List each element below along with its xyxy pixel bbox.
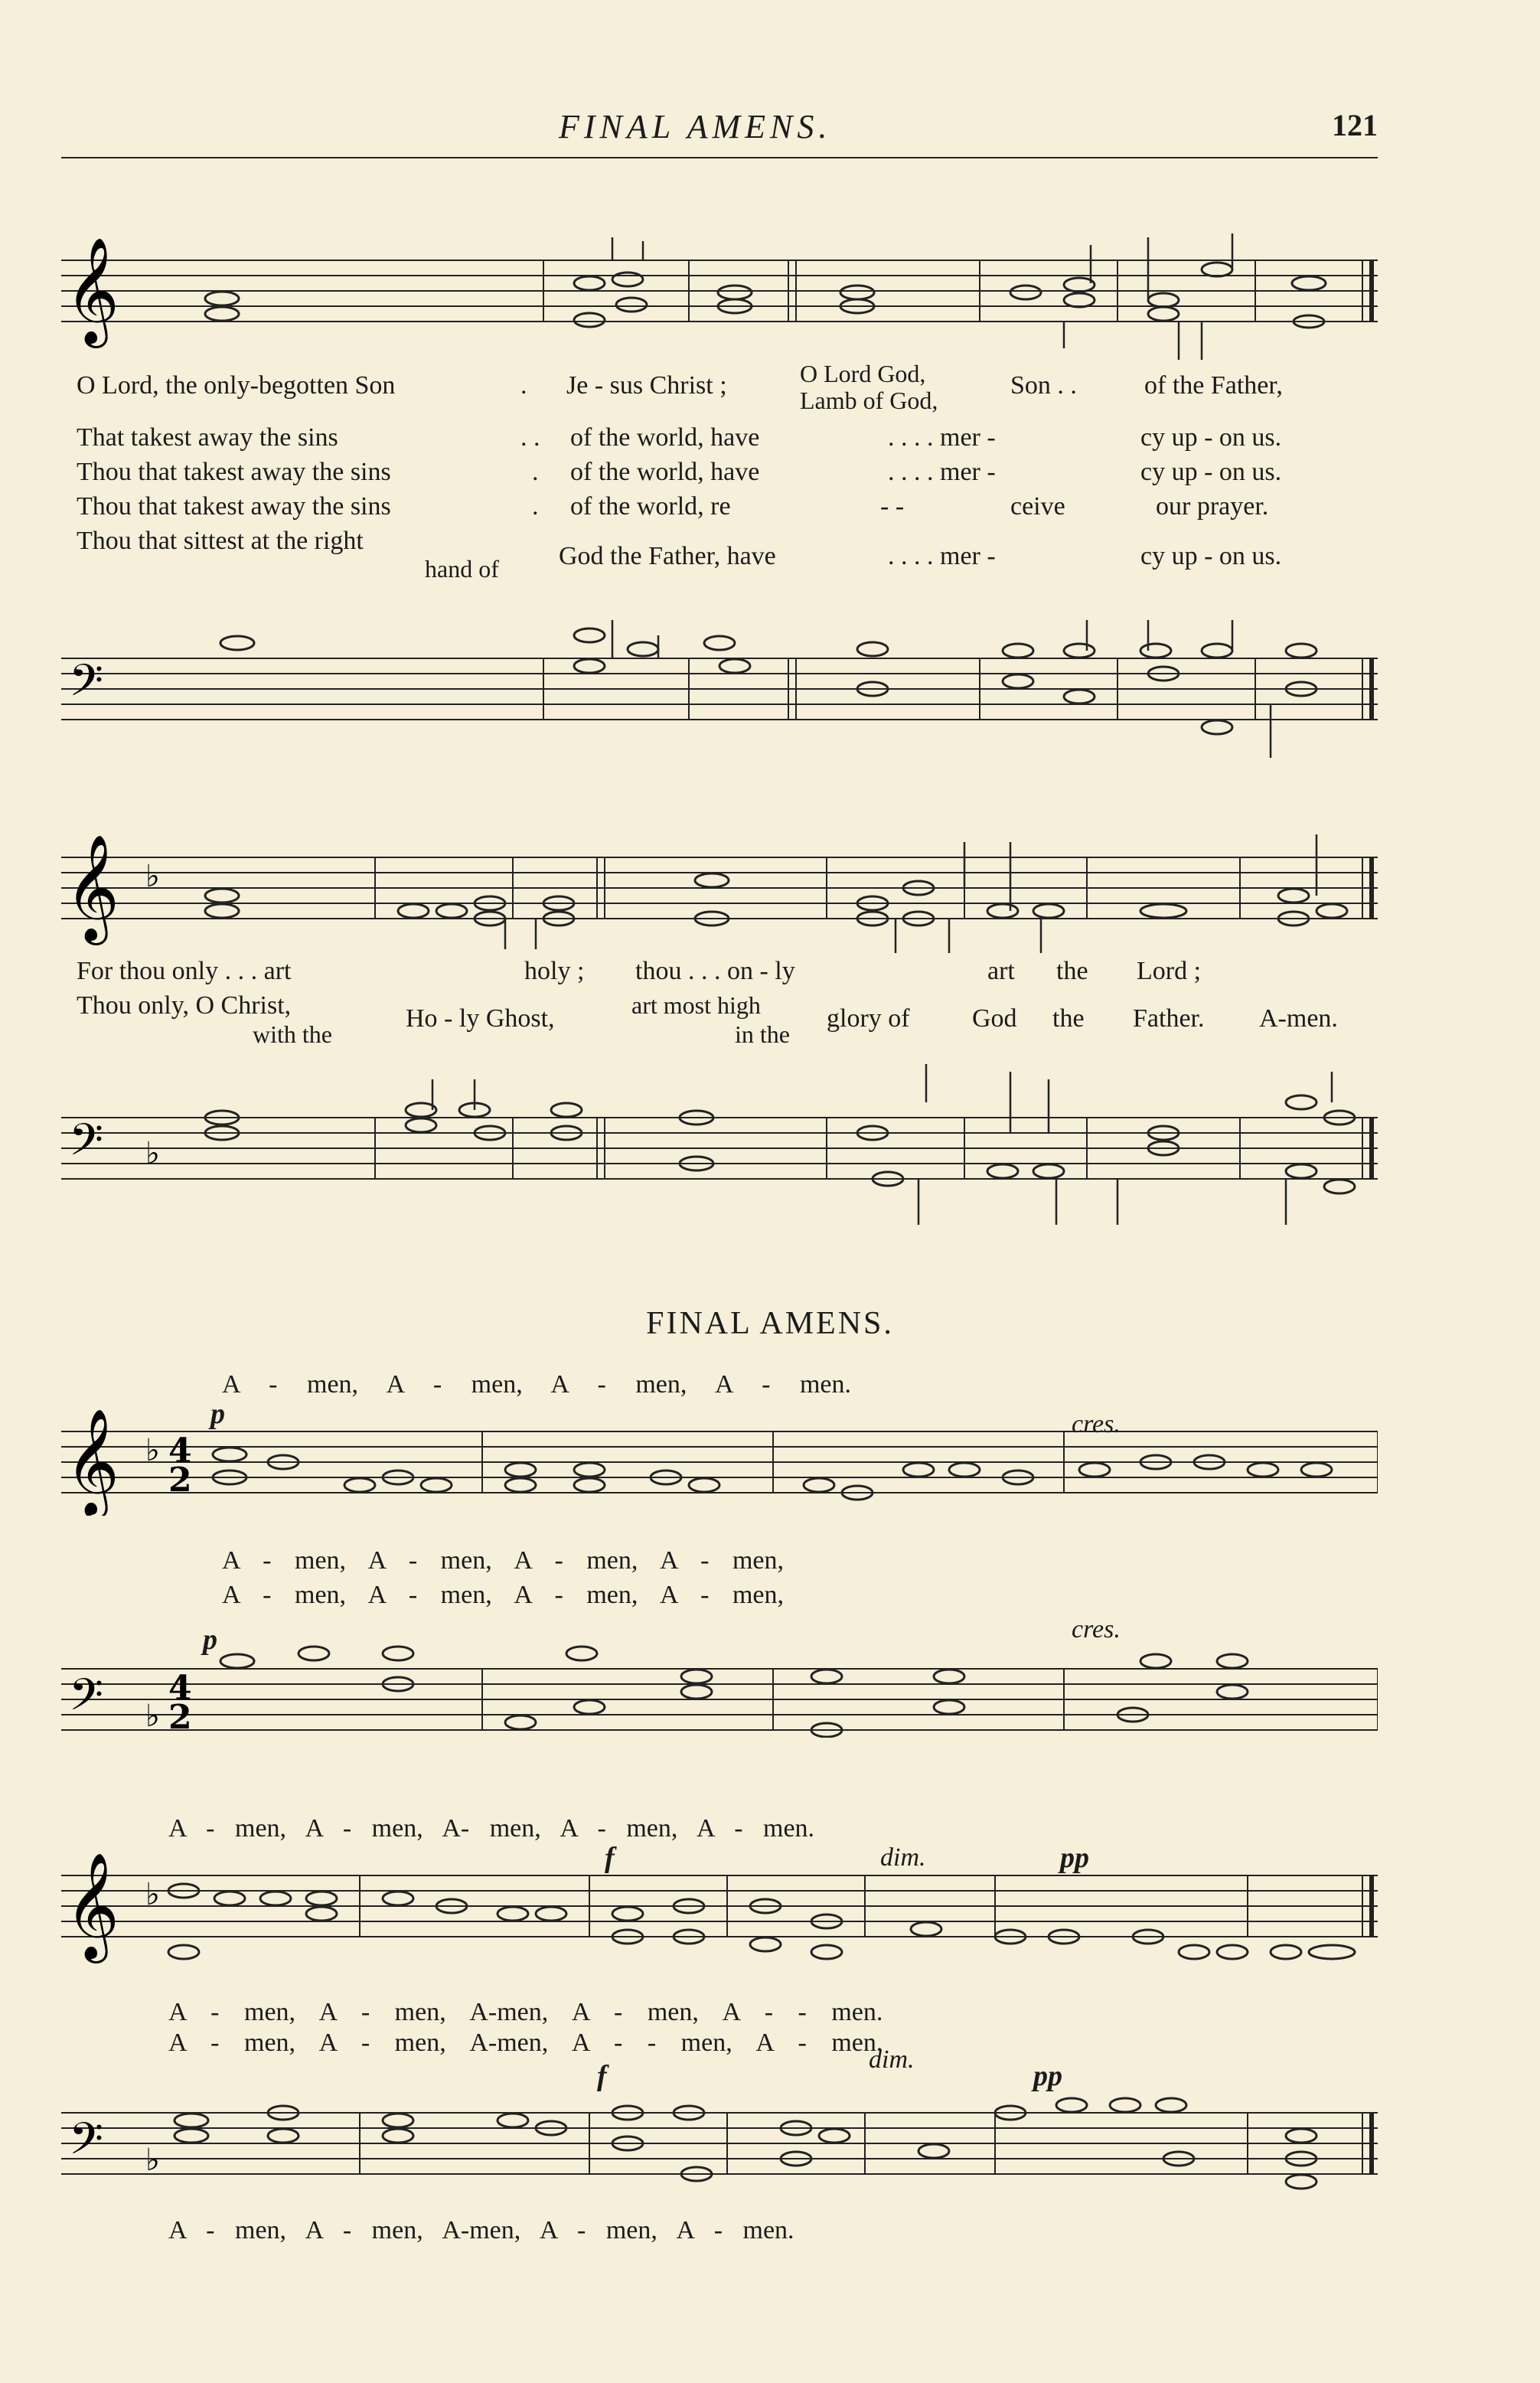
chant-text-1-phrase-1: O Lord, the only-begotten Son xyxy=(77,371,396,400)
chant-2-text-1-phrase-1: For thou only . . . art xyxy=(77,957,292,985)
chant-text-4-dot: . xyxy=(532,492,539,521)
chant-text-4-phrase-1: Thou that takest away the sins xyxy=(77,492,391,521)
chant-text-4-phrase-4: our prayer. xyxy=(1156,492,1269,521)
chant-text-1-alt-b: Lamb of God, xyxy=(800,387,938,414)
chant-text-5-phrase-4: cy up - on us. xyxy=(1140,542,1282,570)
header-rule xyxy=(61,157,1378,158)
svg-text:𝄢: 𝄢 xyxy=(69,1114,104,1177)
chant-text-3-phrase-2: of the world, have xyxy=(570,458,760,486)
svg-text:2: 2 xyxy=(168,1461,192,1500)
chant-2-text-1-phrase-6: Lord ; xyxy=(1137,957,1202,985)
svg-text:♭: ♭ xyxy=(145,859,160,894)
chant-text-1-phrase-3: Son . . xyxy=(1010,371,1077,400)
amens-2-bottom-lyric: A - men, A - men, A-men, A - men, A - men. xyxy=(168,2216,794,2244)
amens-1-dynamic-cres-treble: cres. xyxy=(1072,1410,1121,1438)
running-title: FINAL AMENS. xyxy=(559,108,832,145)
chant-text-2-dots: . . xyxy=(520,423,540,452)
svg-text:2: 2 xyxy=(168,1698,192,1737)
bass-staff-2 xyxy=(61,1049,1378,1225)
chant-2-text-1-phrase-4: art xyxy=(987,957,1015,985)
chant-text-1-dot: . xyxy=(520,371,527,400)
svg-text:𝄞: 𝄞 xyxy=(65,1853,119,1959)
svg-text:♭: ♭ xyxy=(145,1433,160,1468)
chant-text-3-phrase-1: Thou that takest away the sins xyxy=(77,458,391,486)
amens-1-mid-lyric-1: A - men, A - men, A - men, A - men, xyxy=(222,1546,785,1575)
chant-2-text-2-phrase-1: Thou only, O Christ, xyxy=(77,991,292,1020)
chant-2-text-2-phrase-1b: with the xyxy=(253,1020,332,1048)
chant-text-4-phrase-2: of the world, re xyxy=(570,492,731,521)
amens-1-top-lyric: A - men, A - men, A - men, A - men. xyxy=(222,1370,852,1399)
chant-text-4-dashes: - - xyxy=(880,492,905,521)
chant-2-text-2-phrase-3b: in the xyxy=(735,1020,790,1048)
amens-2-dynamic-dim-bass: dim. xyxy=(869,2045,915,2074)
svg-text:♭: ♭ xyxy=(145,2143,160,2178)
page-number: 121 xyxy=(1332,108,1378,142)
section-title: FINAL AMENS. xyxy=(646,1306,894,1341)
amens-2-dynamic-dim-treble: dim. xyxy=(880,1843,926,1872)
amens-2-dynamic-pp-bass: pp xyxy=(1033,2060,1062,2092)
amens-2-dynamic-f-bass: f xyxy=(597,2060,607,2092)
chant-2-text-1-phrase-2: holy ; xyxy=(524,957,585,985)
chant-2-text-1-phrase-5: the xyxy=(1056,957,1088,985)
chant-2-text-2-phrase-2: Ho - ly Ghost, xyxy=(406,1004,555,1033)
chant-2-text-1-phrase-3: thou . . . on - ly xyxy=(635,957,795,985)
chant-text-3-phrase-4: cy up - on us. xyxy=(1140,458,1282,486)
bass-staff-1 xyxy=(61,597,1378,758)
amens-2-dynamic-pp-treble: pp xyxy=(1060,1842,1089,1874)
amens-1-mid-lyric-2: A - men, A - men, A - men, A - men, xyxy=(222,1581,785,1609)
amens-1-dynamic-p-bass: p xyxy=(203,1624,217,1656)
chant-text-1-alt-a: O Lord God, xyxy=(800,360,926,387)
amens-2-mid-lyric-1: A - men, A - men, A-men, A - men, A - - men. xyxy=(168,1998,883,2026)
svg-text:♭: ♭ xyxy=(145,1877,160,1912)
amens-1-dynamic-p-treble: p xyxy=(210,1398,225,1430)
chant-text-1-phrase-4: of the Father, xyxy=(1144,371,1283,400)
chant-text-3-dot: . xyxy=(532,458,539,486)
svg-text:𝄢: 𝄢 xyxy=(69,655,104,717)
chant-text-2-phrase-3: . . . . mer - xyxy=(888,423,996,452)
svg-text:4: 4 xyxy=(168,1669,192,1708)
amens-1-dynamic-cres-bass: cres. xyxy=(1072,1615,1121,1644)
svg-text:𝄢: 𝄢 xyxy=(69,2113,104,2176)
chant-2-text-2-phrase-5: God xyxy=(972,1004,1017,1033)
svg-text:♭: ♭ xyxy=(145,1136,160,1171)
chant-2-text-2-phrase-8: A-men. xyxy=(1259,1004,1338,1033)
amens-2-mid-lyric-2: A - men, A - men, A-men, A - - men, A - men. xyxy=(168,2029,883,2057)
page-header xyxy=(61,107,1378,153)
treble-staff-amens-2 xyxy=(61,1853,1378,1967)
chant-text-3-phrase-3: . . . . mer - xyxy=(888,458,996,486)
svg-text:♭: ♭ xyxy=(145,1699,160,1734)
chant-text-2-phrase-1: That takest away the sins xyxy=(77,423,338,452)
chant-text-2-phrase-2: of the world, have xyxy=(570,423,760,452)
svg-text:4: 4 xyxy=(168,1431,192,1471)
svg-text:𝄢: 𝄢 xyxy=(69,1669,104,1732)
chant-2-text-2-phrase-4: glory of xyxy=(827,1004,910,1033)
chant-text-5-phrase-1: Thou that sittest at the right xyxy=(77,527,364,555)
treble-staff-amens-1 xyxy=(61,1409,1378,1516)
svg-text:𝄞: 𝄞 xyxy=(65,1409,119,1515)
svg-text:𝄞: 𝄞 xyxy=(65,237,119,344)
chant-text-5-phrase-3: . . . . mer - xyxy=(888,542,996,570)
svg-text:𝄞: 𝄞 xyxy=(65,834,119,941)
chant-text-4-phrase-3: ceive xyxy=(1010,492,1065,521)
chant-text-2-phrase-4: cy up - on us. xyxy=(1140,423,1282,452)
treble-staff-2 xyxy=(61,811,1378,965)
chant-text-5-phrase-2: God the Father, have xyxy=(559,542,776,570)
treble-staff-1 xyxy=(61,207,1378,367)
chant-2-text-2-phrase-7: Father. xyxy=(1133,1004,1205,1033)
amens-2-dynamic-f-treble: f xyxy=(605,1842,615,1874)
chant-text-1-phrase-2: Je - sus Christ ; xyxy=(566,371,727,400)
chant-text-5-phrase-1b: hand of xyxy=(425,555,499,583)
bass-staff-amens-1 xyxy=(61,1631,1378,1738)
chant-2-text-2-phrase-3: art most high xyxy=(631,991,761,1019)
chant-2-text-2-phrase-6: the xyxy=(1052,1004,1085,1033)
bass-staff-amens-2 xyxy=(61,2090,1378,2205)
amens-2-top-lyric: A - men, A - men, A- men, A - men, A - men. xyxy=(168,1814,815,1843)
